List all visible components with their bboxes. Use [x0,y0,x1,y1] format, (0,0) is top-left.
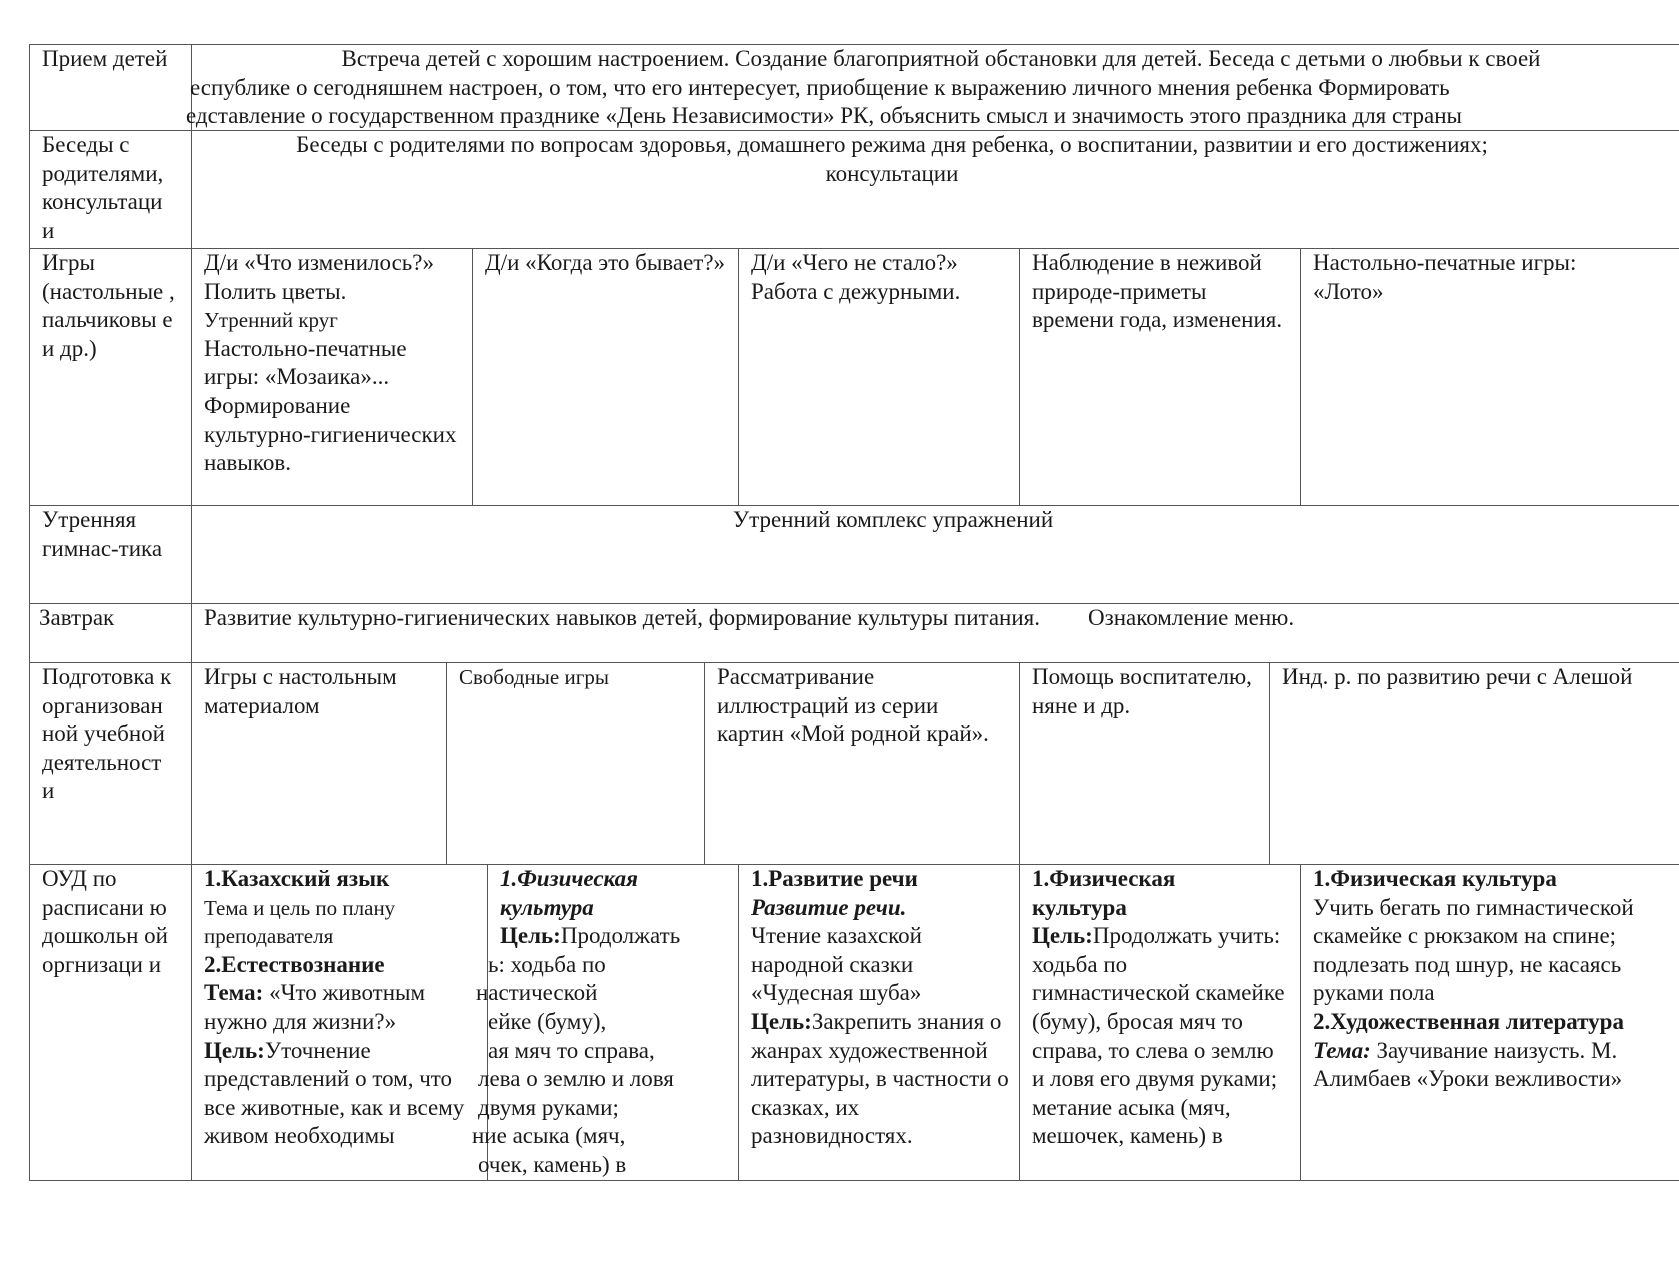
priem-line-1: Встреча детей с хорошим настроением. Создание благоприятной обстановки для детей. Беседа с детьми о любвьи к своей [341,46,1541,71]
oud-c2-cel: Продолжать [560,923,681,949]
oud-c1-cel: Уточнение представлений о том, что все животные, как и всему живом необходимы [204,1037,465,1149]
row-label-priem: Прием детей [42,46,168,71]
igry-cell-1-b: Утренний круг [204,308,338,333]
igry-cell-3: Д/и «Чего не стало?» Работа с дежурными. [751,250,961,304]
oud-cell-5 [1301,865,1650,1179]
oud-c1-tema: «Что животным нужно для жизни?» [204,980,426,1034]
podgotovka-cell-4: Помощь воспитателю, няне и др. [1032,664,1252,718]
oud-c2-heading-1: 1.Физическая культура [500,866,638,920]
oud-cell-1 [192,865,487,1179]
oud-c3-cel-label: Цель: [751,1008,812,1034]
oud-c2-line-8: очек, камень) в [478,1151,627,1177]
oud-cell-2 [472,865,738,1179]
row-label-besedy: Беседы с родителями, консультаци и [42,132,164,243]
zavtrak-text: Развитие культурно-гигиенических навыков детей, формирование культуры питания. [204,605,1040,630]
podgotovka-cell-3: Рассматривание иллюстраций из серии картин «Мой родной край». [717,664,989,747]
oud-c1-text-1: Тема и цель по плану преподавателя [204,895,396,949]
oud-c5-text-1: Учить бегать по гимнастической скамейке с рюкзаком на спине; подлезать под шнур, не касаясь руками пола [1313,894,1634,1006]
igry-cell-1-c: Настольно-печатные игры: «Мозаика»... Формирование культурно-гигиенических навыков. [204,335,457,476]
podgotovka-cell-2: Свободные игры [459,665,609,689]
igry-cell-4: Наблюдение в неживой природе-приметы времени года, изменения. [1032,250,1283,333]
oud-c1-tema-label: Тема: [204,980,264,1006]
row-label-zavtrak: Завтрак [39,605,115,630]
oud-c4-cel: Продолжать учить: ходьба по гимнастической скамейке (буму), бросая мяч то справа, то слева о землю и ловя его двумя руками; метание асыка (мяч, мешочек, камень) в [1032,923,1285,1149]
igry-cell-1-a: Д/и «Что изменилось?» Полить цветы. [204,250,434,304]
oud-c3-heading-2: Развитие речи. [751,894,907,920]
row-label-oud: ОУД по расписани ю дошкольн ой оргнизаци и [42,866,168,977]
igry-cell-2: Д/и «Когда это бывает?» [485,250,726,275]
gymnastika-content: Утренний комплекс упражнений [732,507,1054,532]
podgotovka-cell-5: Инд. р. по развитию речи с Алешой [1282,664,1633,689]
oud-c3-cel: Закрепить знания о жанрах художественной литературы, в частности о сказках, их разновидностях. [751,1008,1009,1149]
zavtrak-content [192,604,1650,661]
row-label-igry: Игры (настольные , пальчиковы е и др.) [42,250,175,361]
oud-c4-cel-label: Цель: [1032,923,1093,949]
oud-c2-line-5: лева о землю и ловя [478,1066,674,1092]
priem-line-3: едставление о государственном празднике «День Независимости» РК, объяснить смысл и значимость этого праздника для страны [186,103,1463,129]
igry-cell-1 [192,249,472,504]
plan-table [29,44,1650,1181]
igry-cell-5: Настольно-печатные игры: «Лото» [1313,250,1577,304]
priem-line-2: еспублике о сегодняшнем настроен, о том, что его интересует, приобщение к выражению личного мнения ребенка Формировать [190,74,1450,100]
oud-c2-line-3: ейке (буму), [488,1008,607,1034]
besedy-content: Беседы с родителями по вопросам здоровья, домашнего режима дня ребенка, о воспитании, развитии и его достижениях; консультации [296,132,1488,186]
priem-content [186,45,1650,129]
table-border-bottom [29,1180,1679,1181]
oud-c2-line-7: ние асыка (мяч, [472,1123,626,1149]
oud-c4-heading-1: 1.Физическая культура [1032,866,1176,920]
oud-c1-heading-1: 1.Казахский язык [204,866,390,891]
oud-c1-cel-label: Цель: [204,1037,265,1063]
oud-c2-line-4: ая мяч то справа, [488,1037,655,1063]
oud-c2-line-6: двумя руками; [478,1094,619,1120]
podgotovka-cell-1: Игры с настольным материалом [204,664,397,718]
zavtrak-text-menu: Ознакомление меню. [1088,605,1295,630]
oud-c1-heading-2: 2.Естествознание [204,951,385,977]
oud-cell-3 [739,865,1019,1179]
oud-c2-line-2: настической [476,980,598,1006]
row-label-podgotovka: Подготовка к организован ной учебной деятельност и [42,664,172,804]
oud-c2-cel-label: Цель: [500,923,561,949]
oud-c5-tema-label: Тема: [1313,1037,1371,1063]
oud-c5-heading-2: 2.Художественная литература [1313,1008,1624,1034]
oud-c5-heading-1: 1.Физическая культура [1313,866,1557,891]
oud-cell-4 [1020,865,1300,1179]
row-label-gymnastika: Утренняя гимнас-тика [42,507,163,561]
oud-c2-line-1: ь: ходьба по [488,951,606,977]
oud-c3-text-1: Чтение казахской народной сказки «Чудесная шуба» [751,923,922,1006]
oud-c5-tema: Заучивание наизусть. М. Алимбаев «Уроки вежливости» [1313,1037,1623,1092]
oud-c3-heading-1: 1.Развитие речи [751,866,918,891]
